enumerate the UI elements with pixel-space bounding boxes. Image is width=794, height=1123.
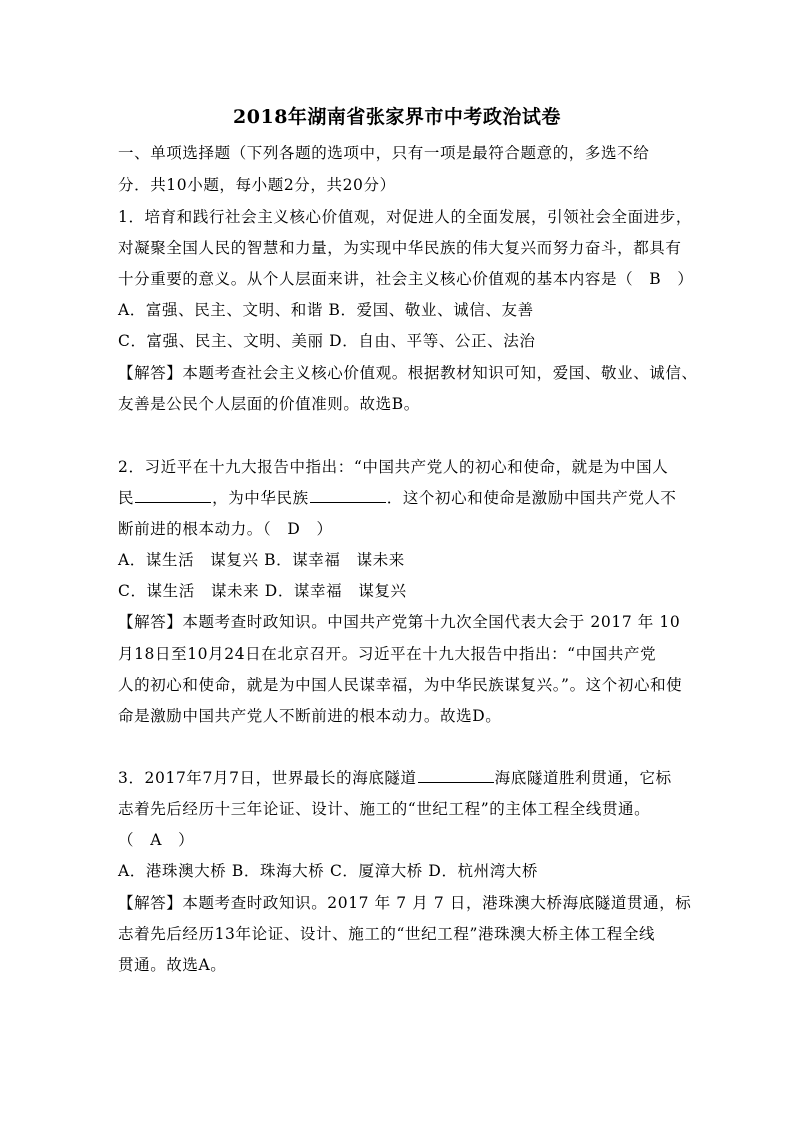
fill-blank xyxy=(418,768,494,783)
q2-stem-line-3: 断前进的根本动力。（ D ） xyxy=(118,520,333,538)
q3-stem-line-2: 志着先后经历十三年论证、设计、施工的“世纪工程”的主体工程全线贯通。 xyxy=(118,800,651,818)
q1-stem-line-3: 十分重要的意义。从个人层面来讲，社会主义核心价值观的基本内容是（ B ） xyxy=(118,270,694,288)
q2-answer-line-3: 人的初心和使命，就是为中国人民谋幸福，为中华民族谋复兴。”。这个初心和使 xyxy=(118,676,683,694)
q2-answer-line-2: 月18日至10月24日在北京召开。习近平在十九大报告中指出：“中国共产党 xyxy=(118,645,657,663)
q3-answer-line-3: 贯通。故选A。 xyxy=(118,956,227,974)
q3-options: A．港珠澳大桥 B．珠海大桥 C．厦漳大桥 D．杭州湾大桥 xyxy=(118,862,539,880)
q2-answer-line-1: 【解答】本题考查时政知识。中国共产党第十九次全国代表大会于 2017 年 10 xyxy=(118,613,681,631)
fill-blank xyxy=(135,488,211,503)
q3-stem-text-a: 3．2017年7月7日，世界最长的海底隧道 xyxy=(118,769,417,787)
q3-stem-text-b: 海底隧道胜利贯通，它标 xyxy=(494,769,672,787)
q1-options-ab: A．富强、民主、文明、和谐 B．爱国、敬业、诚信、友善 xyxy=(118,301,534,319)
q1-answer-line-2: 友善是公民个人层面的价值准则。故选B。 xyxy=(118,395,420,413)
fill-blank xyxy=(310,488,386,503)
q2-stem-text-b: ，为中华民族 xyxy=(212,489,309,507)
q2-stem-line-1: 2．习近平在十九大报告中指出：“中国共产党人的初心和使命，就是为中国人 xyxy=(118,458,669,476)
q3-stem-line-3: （ A ） xyxy=(118,831,195,849)
q1-options-cd: C．富强、民主、文明、美丽 D．自由、平等、公正、法治 xyxy=(118,332,536,350)
q2-options-cd: C．谋生活 谋未来 D．谋幸福 谋复兴 xyxy=(118,582,407,600)
section-heading-line-2: 分．共10小题，每小题2分，共20分） xyxy=(118,176,396,194)
q2-stem-text-a: 民 xyxy=(118,489,135,507)
q1-stem-line-1: 1．培育和践行社会主义核心价值观，对促进人的全面发展，引领社会全面进步， xyxy=(118,208,692,226)
q3-answer-line-2: 志着先后经历13年论证、设计、施工的“世纪工程”港珠澳大桥主体工程全线 xyxy=(118,925,656,943)
q1-answer-line-1: 【解答】本题考查社会主义核心价值观。根据教材知识可知，爱国、敬业、诚信、 xyxy=(118,364,698,382)
section-heading-line-1: 一、单项选择题（下列各题的选项中，只有一项是最符合题意的，多选不给 xyxy=(118,144,650,162)
q3-answer-line-1: 【解答】本题考查时政知识。2017 年 7 月 7 日，港珠澳大桥海底隧道贯通，标 xyxy=(118,894,692,912)
q1-stem-line-2: 对凝聚全国人民的智慧和力量，为实现中华民族的伟大复兴而努力奋斗，都具有 xyxy=(118,239,682,257)
q2-stem-line-2 xyxy=(118,488,690,508)
q2-stem-text-c: ．这个初心和使命是激励中国共产党人不 xyxy=(386,489,677,507)
page-title: 2018年湖南省张家界市中考政治试卷 xyxy=(233,106,561,128)
q2-options-ab: A．谋生活 谋复兴 B．谋幸福 谋未来 xyxy=(118,551,405,569)
q3-stem-line-1 xyxy=(118,768,690,788)
q2-answer-line-4: 命是激励中国共产党人不断前进的根本动力。故选D。 xyxy=(118,707,502,725)
